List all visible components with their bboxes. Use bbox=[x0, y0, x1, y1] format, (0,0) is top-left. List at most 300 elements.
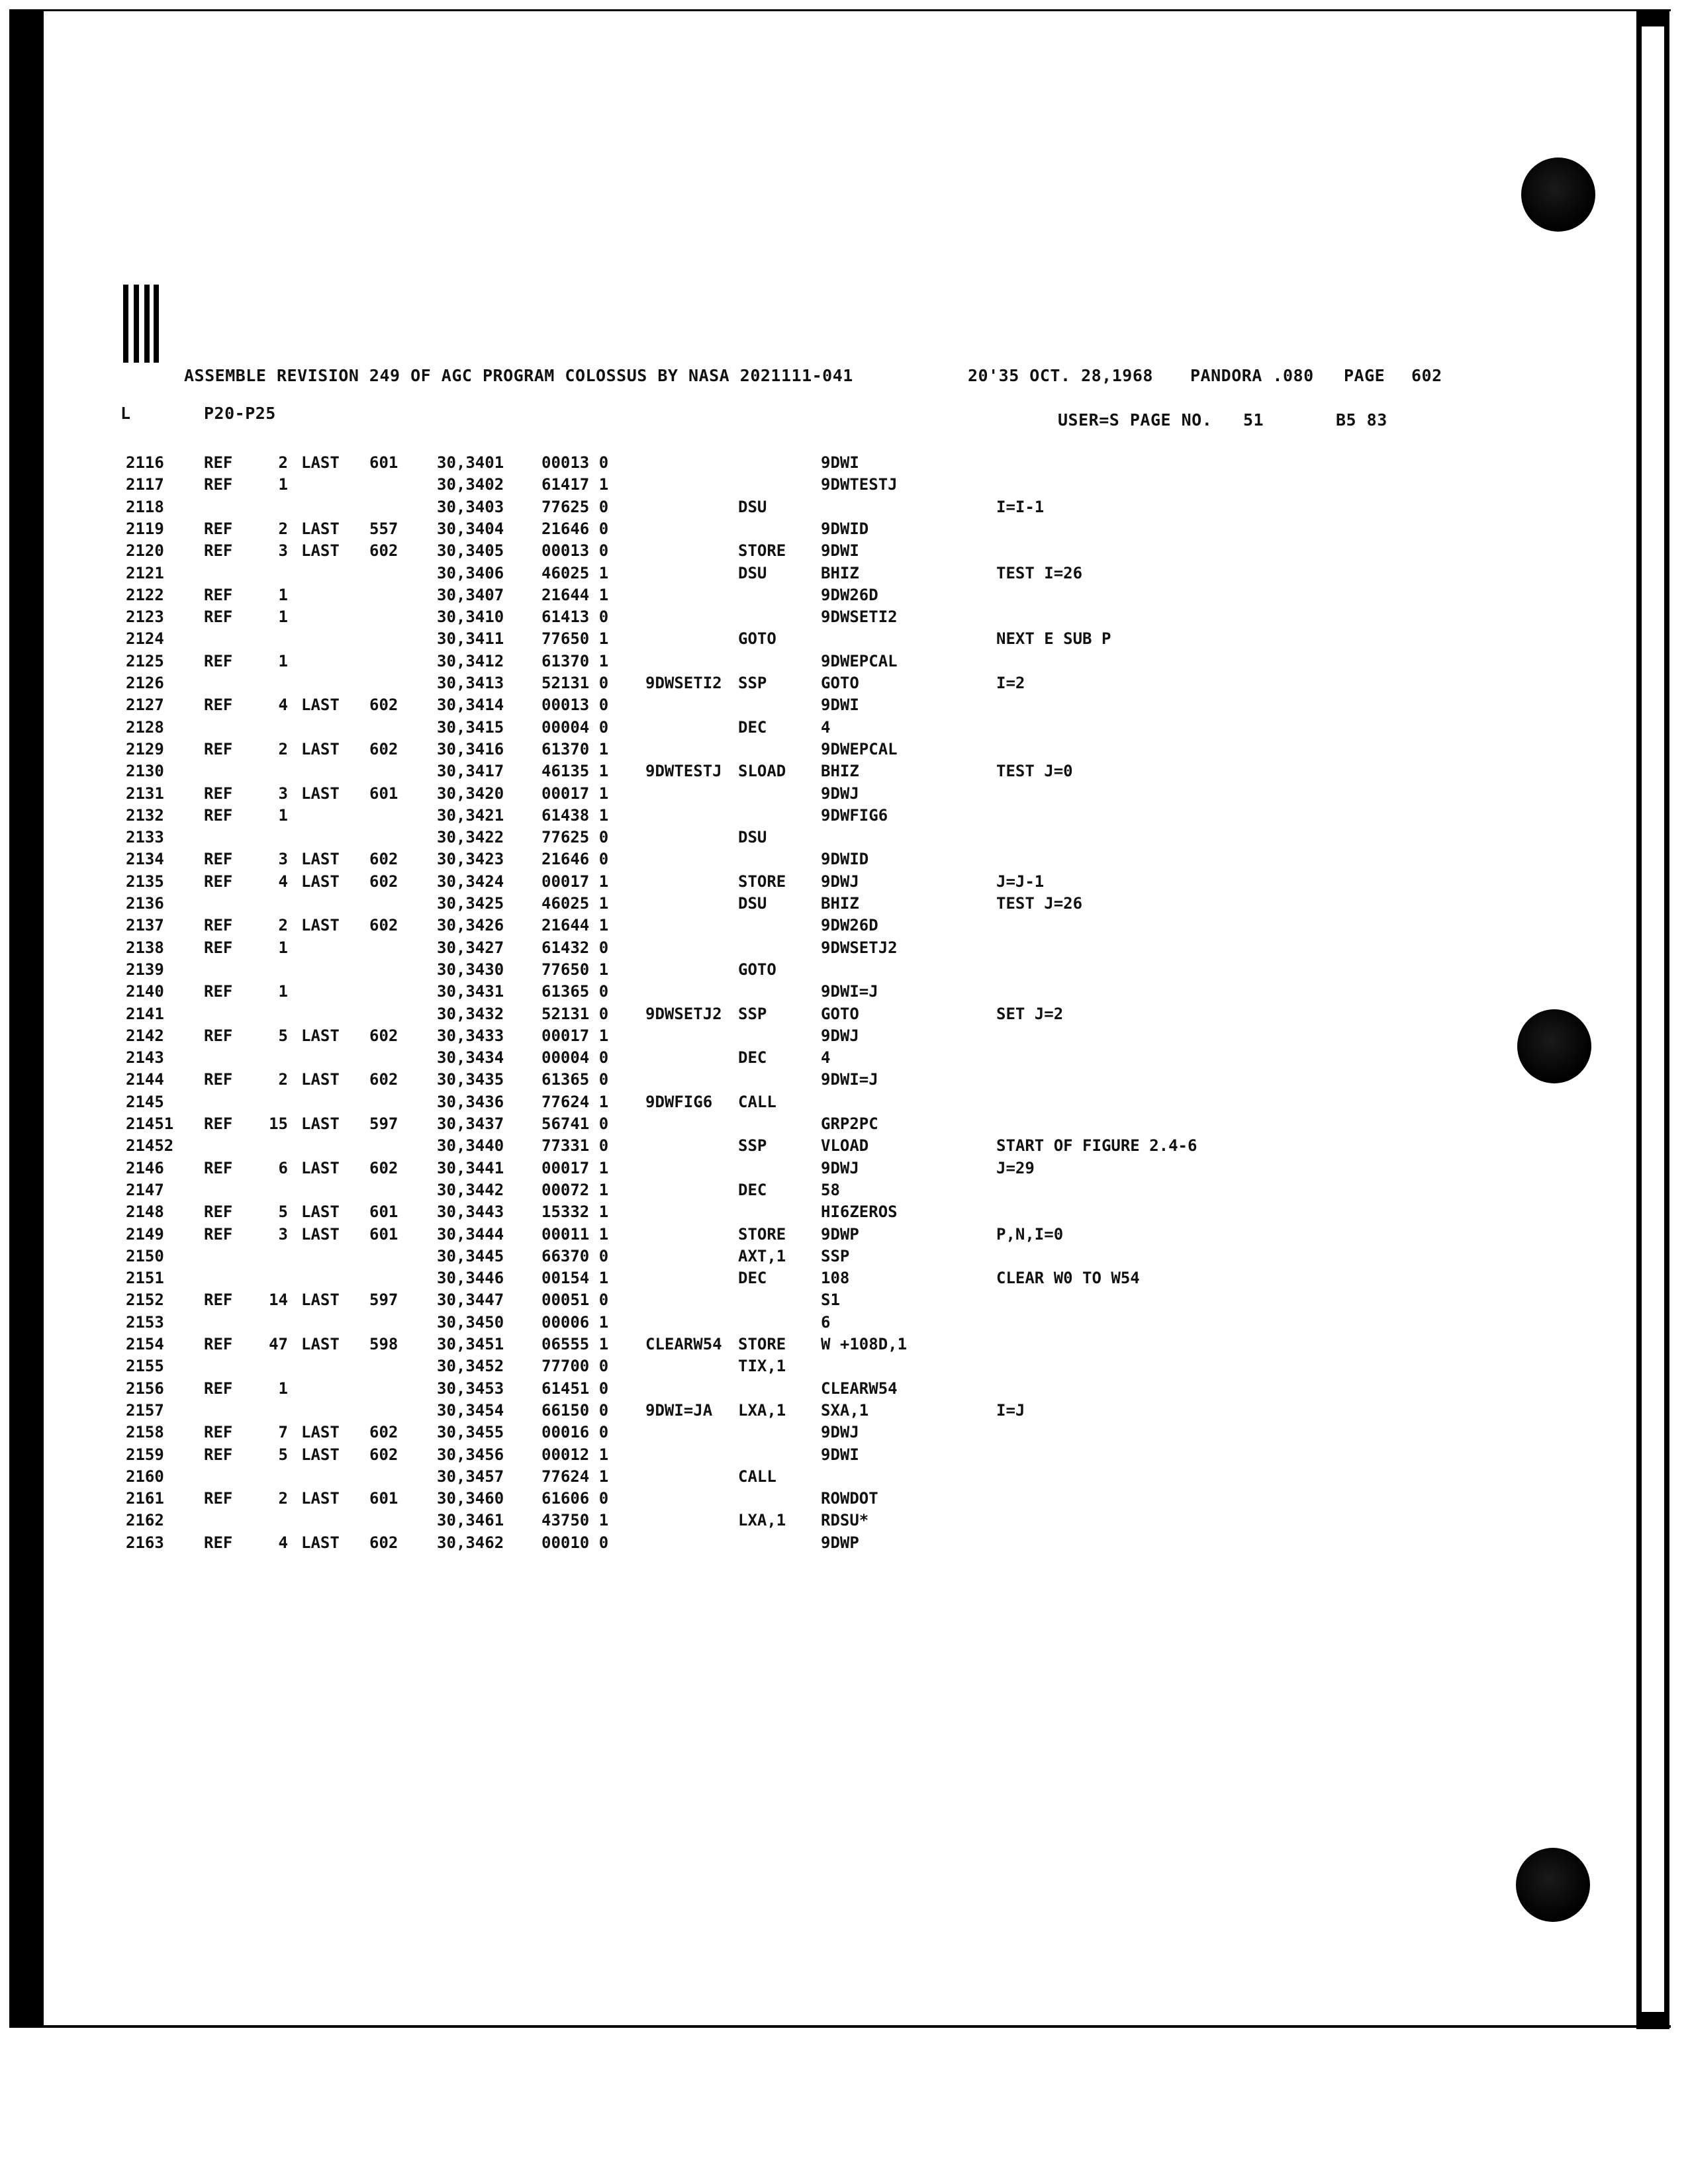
listing-row bbox=[0, 586, 1688, 608]
listing-row bbox=[0, 1511, 1688, 1533]
operand: 9DWI=J bbox=[821, 982, 878, 1001]
operand: 9DWEPCAL bbox=[821, 651, 898, 670]
listing-row bbox=[0, 1379, 1688, 1402]
address: 30,3422 bbox=[437, 828, 504, 847]
address: 30,3434 bbox=[437, 1048, 504, 1068]
comment: TEST J=26 bbox=[996, 894, 1083, 913]
last-page: 602 bbox=[369, 1423, 399, 1442]
line-number: 2145 bbox=[126, 1092, 164, 1111]
operand: BHIZ bbox=[821, 894, 859, 913]
ref-count: 2 bbox=[278, 519, 288, 538]
address: 30,3430 bbox=[437, 960, 504, 979]
punch-hole-bottom bbox=[1516, 1848, 1590, 1922]
operand: 9DWJ bbox=[821, 1158, 859, 1177]
listing-row bbox=[0, 453, 1688, 476]
line-number: 2157 bbox=[126, 1400, 164, 1420]
operand: RDSU* bbox=[821, 1511, 869, 1530]
comment: NEXT E SUB P bbox=[996, 629, 1111, 649]
opcode: LXA,1 bbox=[738, 1511, 786, 1530]
ref-tag: REF bbox=[204, 475, 233, 494]
octal-word: 46135 1 bbox=[541, 762, 609, 781]
octal-word: 00004 0 bbox=[541, 1048, 609, 1068]
listing-row bbox=[0, 1026, 1688, 1049]
address: 30,3411 bbox=[437, 629, 504, 649]
listing-row bbox=[0, 960, 1688, 983]
ref-count: 2 bbox=[278, 453, 288, 472]
ref-tag: REF bbox=[204, 805, 233, 825]
address: 30,3440 bbox=[437, 1136, 504, 1156]
octal-word: 00051 0 bbox=[541, 1291, 609, 1310]
left-mark: L bbox=[120, 404, 131, 423]
tally-mark bbox=[123, 285, 160, 364]
listing-row bbox=[0, 652, 1688, 674]
line-number: 2149 bbox=[126, 1224, 164, 1244]
address: 30,3452 bbox=[437, 1357, 504, 1376]
opcode: SSP bbox=[738, 674, 767, 692]
ref-count: 4 bbox=[278, 696, 288, 715]
line-number: 2117 bbox=[126, 475, 164, 494]
ref-tag: REF bbox=[204, 1489, 233, 1508]
line-number: 2131 bbox=[126, 784, 164, 803]
line-number: 2127 bbox=[126, 696, 164, 715]
ref-count: 1 bbox=[278, 651, 288, 670]
address: 30,3406 bbox=[437, 563, 504, 582]
octal-word: 61413 0 bbox=[541, 608, 609, 627]
address: 30,3447 bbox=[437, 1291, 504, 1310]
last-page: 602 bbox=[369, 1070, 399, 1089]
ref-tag: REF bbox=[204, 696, 233, 715]
last-tag: LAST bbox=[301, 739, 340, 758]
comment: I=2 bbox=[996, 674, 1025, 692]
ref-tag: REF bbox=[204, 1379, 233, 1398]
ref-tag: REF bbox=[204, 982, 233, 1001]
address: 30,3421 bbox=[437, 805, 504, 825]
listing-row bbox=[0, 541, 1688, 564]
ref-tag: REF bbox=[204, 519, 233, 538]
opcode: DEC bbox=[738, 1180, 767, 1199]
ref-tag: REF bbox=[204, 1291, 233, 1310]
last-page: 597 bbox=[369, 1291, 399, 1310]
symbol-label: 9DWTESTJ bbox=[645, 762, 722, 781]
address: 30,3455 bbox=[437, 1423, 504, 1442]
operand: W +108D,1 bbox=[821, 1335, 908, 1353]
comment: J=J-1 bbox=[996, 872, 1045, 891]
octal-word: 21646 0 bbox=[541, 519, 609, 538]
octal-word: 00072 1 bbox=[541, 1180, 609, 1199]
listing-row bbox=[0, 608, 1688, 630]
opcode: DEC bbox=[738, 1048, 767, 1068]
ref-tag: REF bbox=[204, 1533, 233, 1552]
line-number: 2154 bbox=[126, 1335, 164, 1353]
ref-count: 7 bbox=[278, 1423, 288, 1442]
ref-tag: REF bbox=[204, 1224, 233, 1244]
listing-row bbox=[0, 762, 1688, 784]
line-number: 2151 bbox=[126, 1269, 164, 1288]
octal-word: 52131 0 bbox=[541, 1004, 609, 1023]
line-number: 2119 bbox=[126, 519, 164, 538]
address: 30,3420 bbox=[437, 784, 504, 803]
octal-word: 66370 0 bbox=[541, 1246, 609, 1265]
listing-row bbox=[0, 1225, 1688, 1248]
ref-tag: REF bbox=[204, 608, 233, 627]
comment: P,N,I=0 bbox=[996, 1224, 1064, 1244]
listing-row bbox=[0, 1335, 1688, 1357]
address: 30,3423 bbox=[437, 850, 504, 869]
last-page: 601 bbox=[369, 1489, 399, 1508]
operand: VLOAD bbox=[821, 1136, 869, 1156]
last-tag: LAST bbox=[301, 519, 340, 538]
comment: TEST J=0 bbox=[996, 762, 1073, 781]
octal-word: 46025 1 bbox=[541, 894, 609, 913]
line-number: 2163 bbox=[126, 1533, 164, 1552]
listing-row bbox=[0, 1357, 1688, 1379]
last-tag: LAST bbox=[301, 1070, 340, 1089]
octal-word: 00017 1 bbox=[541, 784, 609, 803]
line-number: 2153 bbox=[126, 1312, 164, 1332]
octal-word: 77625 0 bbox=[541, 828, 609, 847]
ref-tag: REF bbox=[204, 585, 233, 604]
octal-word: 43750 1 bbox=[541, 1511, 609, 1530]
address: 30,3451 bbox=[437, 1335, 504, 1353]
listing-row bbox=[0, 696, 1688, 718]
address: 30,3436 bbox=[437, 1092, 504, 1111]
listing-row bbox=[0, 1115, 1688, 1137]
address: 30,3425 bbox=[437, 894, 504, 913]
line-number: 2134 bbox=[126, 850, 164, 869]
address: 30,3435 bbox=[437, 1070, 504, 1089]
ref-tag: REF bbox=[204, 784, 233, 803]
address: 30,3433 bbox=[437, 1026, 504, 1045]
line-number: 2158 bbox=[126, 1423, 164, 1442]
comment: I=J bbox=[996, 1400, 1025, 1420]
address: 30,3414 bbox=[437, 696, 504, 715]
operand: 4 bbox=[821, 717, 831, 737]
listing-row bbox=[0, 872, 1688, 895]
operand: 9DWP bbox=[821, 1224, 859, 1244]
operand: 9DWI bbox=[821, 696, 859, 715]
opcode: CALL bbox=[738, 1467, 776, 1486]
octal-word: 61451 0 bbox=[541, 1379, 609, 1398]
line-number: 2139 bbox=[126, 960, 164, 979]
octal-word: 00011 1 bbox=[541, 1224, 609, 1244]
octal-word: 61370 1 bbox=[541, 651, 609, 670]
address: 30,3431 bbox=[437, 982, 504, 1001]
line-number: 2148 bbox=[126, 1203, 164, 1222]
address: 30,3444 bbox=[437, 1224, 504, 1244]
octal-word: 61365 0 bbox=[541, 1070, 609, 1089]
line-number: 2160 bbox=[126, 1467, 164, 1486]
listing-row bbox=[0, 1070, 1688, 1093]
opcode: SSP bbox=[738, 1004, 767, 1023]
ref-count: 14 bbox=[269, 1291, 288, 1310]
ref-count: 15 bbox=[269, 1115, 288, 1133]
line-number: 2128 bbox=[126, 717, 164, 737]
operand: 9DWI bbox=[821, 541, 859, 561]
punch-hole-top bbox=[1521, 158, 1595, 232]
assemble-header: ASSEMBLE REVISION 249 OF AGC PROGRAM COLOSSUS BY NASA 2021111-041 bbox=[184, 366, 853, 385]
address: 30,3402 bbox=[437, 475, 504, 494]
ref-tag: REF bbox=[204, 1158, 233, 1177]
last-page: 602 bbox=[369, 850, 399, 869]
last-tag: LAST bbox=[301, 1158, 340, 1177]
last-page: 602 bbox=[369, 872, 399, 891]
listing-row bbox=[0, 674, 1688, 696]
octal-word: 06555 1 bbox=[541, 1335, 609, 1353]
octal-word: 00012 1 bbox=[541, 1445, 609, 1464]
listing-row bbox=[0, 1489, 1688, 1512]
listing-row bbox=[0, 1423, 1688, 1445]
listing-row bbox=[0, 828, 1688, 850]
last-tag: LAST bbox=[301, 453, 340, 472]
octal-word: 77700 0 bbox=[541, 1357, 609, 1376]
last-tag: LAST bbox=[301, 784, 340, 803]
address: 30,3443 bbox=[437, 1203, 504, 1222]
last-tag: LAST bbox=[301, 541, 340, 561]
ref-count: 5 bbox=[278, 1203, 288, 1222]
listing-row bbox=[0, 784, 1688, 807]
ref-count: 3 bbox=[278, 541, 288, 561]
line-number: 21452 bbox=[126, 1136, 174, 1156]
octal-word: 00017 1 bbox=[541, 872, 609, 891]
address: 30,3450 bbox=[437, 1312, 504, 1332]
ref-count: 4 bbox=[278, 1533, 288, 1552]
symbol-label: 9DWI=JA bbox=[645, 1400, 713, 1420]
listing-row bbox=[0, 1313, 1688, 1336]
operand: 9DWTESTJ bbox=[821, 475, 898, 494]
octal-word: 00013 0 bbox=[541, 696, 609, 715]
address: 30,3457 bbox=[437, 1467, 504, 1486]
listing-row bbox=[0, 1159, 1688, 1181]
ref-count: 2 bbox=[278, 739, 288, 758]
ref-tag: REF bbox=[204, 453, 233, 472]
ref-count: 1 bbox=[278, 805, 288, 825]
listing-row bbox=[0, 1291, 1688, 1313]
opcode: STORE bbox=[738, 541, 786, 561]
opcode: DSU bbox=[738, 828, 767, 847]
ref-tag: REF bbox=[204, 1335, 233, 1353]
address: 30,3415 bbox=[437, 717, 504, 737]
last-tag: LAST bbox=[301, 1489, 340, 1508]
octal-word: 77625 0 bbox=[541, 497, 609, 516]
ref-count: 2 bbox=[278, 1489, 288, 1508]
octal-word: 77624 1 bbox=[541, 1467, 609, 1486]
sheet-mark: B5 83 bbox=[1336, 410, 1387, 430]
last-tag: LAST bbox=[301, 1115, 340, 1133]
opcode: AXT,1 bbox=[738, 1246, 786, 1265]
address: 30,3401 bbox=[437, 453, 504, 472]
ref-tag: REF bbox=[204, 1026, 233, 1045]
address: 30,3424 bbox=[437, 872, 504, 891]
line-number: 2156 bbox=[126, 1379, 164, 1398]
comment: I=I-1 bbox=[996, 497, 1045, 516]
line-number: 2120 bbox=[126, 541, 164, 561]
page-number: 602 bbox=[1411, 366, 1442, 385]
operand: 9DWSETI2 bbox=[821, 608, 898, 627]
address: 30,3432 bbox=[437, 1004, 504, 1023]
last-page: 602 bbox=[369, 1026, 399, 1045]
listing-row bbox=[0, 894, 1688, 917]
line-number: 2125 bbox=[126, 651, 164, 670]
user-page-number: 51 bbox=[1243, 410, 1264, 430]
ref-tag: REF bbox=[204, 872, 233, 891]
last-page: 602 bbox=[369, 916, 399, 935]
last-page: 602 bbox=[369, 739, 399, 758]
operand: 9DWID bbox=[821, 850, 869, 869]
listing-row bbox=[0, 850, 1688, 872]
listing-row bbox=[0, 1467, 1688, 1490]
address: 30,3442 bbox=[437, 1180, 504, 1199]
listing-row bbox=[0, 718, 1688, 741]
last-tag: LAST bbox=[301, 1291, 340, 1310]
comment: J=29 bbox=[996, 1158, 1035, 1177]
octal-word: 00013 0 bbox=[541, 541, 609, 561]
ref-tag: REF bbox=[204, 541, 233, 561]
user-page-label: USER=S PAGE NO. bbox=[1058, 410, 1213, 430]
operand: 9DWI bbox=[821, 453, 859, 472]
symbol-label: 9DWSETJ2 bbox=[645, 1004, 722, 1023]
opcode: STORE bbox=[738, 872, 786, 891]
octal-word: 61370 1 bbox=[541, 739, 609, 758]
symbol-label: 9DWFIG6 bbox=[645, 1092, 713, 1111]
operand: 58 bbox=[821, 1180, 840, 1199]
listing-row bbox=[0, 1401, 1688, 1424]
octal-word: 61438 1 bbox=[541, 805, 609, 825]
listing-row bbox=[0, 1005, 1688, 1027]
line-number: 2138 bbox=[126, 938, 164, 957]
opcode: LXA,1 bbox=[738, 1400, 786, 1420]
last-page: 602 bbox=[369, 1445, 399, 1464]
operand: GRP2PC bbox=[821, 1115, 878, 1133]
line-number: 2161 bbox=[126, 1489, 164, 1508]
opcode: DSU bbox=[738, 497, 767, 516]
last-page: 601 bbox=[369, 1203, 399, 1222]
line-number: 2116 bbox=[126, 453, 164, 472]
octal-word: 21644 1 bbox=[541, 585, 609, 604]
line-number: 2136 bbox=[126, 894, 164, 913]
line-number: 21451 bbox=[126, 1115, 174, 1133]
ref-count: 1 bbox=[278, 585, 288, 604]
ref-count: 2 bbox=[278, 1070, 288, 1089]
last-page: 601 bbox=[369, 453, 399, 472]
operand: BHIZ bbox=[821, 563, 859, 582]
address: 30,3462 bbox=[437, 1533, 504, 1552]
comment: START OF FIGURE 2.4-6 bbox=[996, 1136, 1197, 1156]
listing-row bbox=[0, 982, 1688, 1005]
address: 30,3427 bbox=[437, 938, 504, 957]
line-number: 2142 bbox=[126, 1026, 164, 1045]
ref-count: 1 bbox=[278, 608, 288, 627]
ref-count: 1 bbox=[278, 475, 288, 494]
last-tag: LAST bbox=[301, 850, 340, 869]
symbol-label: 9DWSETI2 bbox=[645, 674, 722, 692]
ref-tag: REF bbox=[204, 1115, 233, 1133]
last-tag: LAST bbox=[301, 916, 340, 935]
last-page: 597 bbox=[369, 1115, 399, 1133]
line-number: 2162 bbox=[126, 1511, 164, 1530]
last-tag: LAST bbox=[301, 1533, 340, 1552]
line-number: 2152 bbox=[126, 1291, 164, 1310]
listing-row bbox=[0, 629, 1688, 652]
octal-word: 66150 0 bbox=[541, 1400, 609, 1420]
last-tag: LAST bbox=[301, 696, 340, 715]
operand: GOTO bbox=[821, 674, 859, 692]
line-number: 2146 bbox=[126, 1158, 164, 1177]
ref-tag: REF bbox=[204, 1070, 233, 1089]
octal-word: 00017 1 bbox=[541, 1158, 609, 1177]
address: 30,3426 bbox=[437, 916, 504, 935]
comment: TEST I=26 bbox=[996, 563, 1083, 582]
line-number: 2124 bbox=[126, 629, 164, 649]
operand: CLEARW54 bbox=[821, 1379, 898, 1398]
ref-count: 1 bbox=[278, 938, 288, 957]
line-number: 2147 bbox=[126, 1180, 164, 1199]
address: 30,3412 bbox=[437, 651, 504, 670]
ref-count: 1 bbox=[278, 982, 288, 1001]
listing-row bbox=[0, 1136, 1688, 1159]
line-number: 2137 bbox=[126, 916, 164, 935]
operand: BHIZ bbox=[821, 762, 859, 781]
ref-count: 4 bbox=[278, 872, 288, 891]
octal-word: 15332 1 bbox=[541, 1203, 609, 1222]
comment: CLEAR W0 TO W54 bbox=[996, 1269, 1140, 1288]
listing-row bbox=[0, 1269, 1688, 1291]
octal-word: 77331 0 bbox=[541, 1136, 609, 1156]
listing-row bbox=[0, 1445, 1688, 1468]
address: 30,3446 bbox=[437, 1269, 504, 1288]
address: 30,3404 bbox=[437, 519, 504, 538]
line-number: 2130 bbox=[126, 762, 164, 781]
opcode: DEC bbox=[738, 717, 767, 737]
address: 30,3407 bbox=[437, 585, 504, 604]
address: 30,3413 bbox=[437, 674, 504, 692]
address: 30,3445 bbox=[437, 1246, 504, 1265]
ref-count: 47 bbox=[269, 1335, 288, 1353]
ref-tag: REF bbox=[204, 938, 233, 957]
ref-count: 2 bbox=[278, 916, 288, 935]
operand: 9DWID bbox=[821, 519, 869, 538]
symbol-label: CLEARW54 bbox=[645, 1335, 722, 1353]
address: 30,3410 bbox=[437, 608, 504, 627]
operand: 6 bbox=[821, 1312, 831, 1332]
line-number: 2129 bbox=[126, 739, 164, 758]
line-number: 2150 bbox=[126, 1246, 164, 1265]
section-label: P20-P25 bbox=[204, 404, 276, 423]
address: 30,3454 bbox=[437, 1400, 504, 1420]
octal-word: 77650 1 bbox=[541, 960, 609, 979]
ref-tag: REF bbox=[204, 739, 233, 758]
page-label: PAGE bbox=[1344, 366, 1385, 385]
operand: 9DWP bbox=[821, 1533, 859, 1552]
octal-word: 77650 1 bbox=[541, 629, 609, 649]
last-tag: LAST bbox=[301, 1026, 340, 1045]
opcode: STORE bbox=[738, 1224, 786, 1244]
operand: SSP bbox=[821, 1246, 850, 1265]
octal-word: 00004 0 bbox=[541, 717, 609, 737]
ref-tag: REF bbox=[204, 651, 233, 670]
last-tag: LAST bbox=[301, 872, 340, 891]
last-page: 598 bbox=[369, 1335, 399, 1353]
octal-word: 00010 0 bbox=[541, 1533, 609, 1552]
octal-word: 77624 1 bbox=[541, 1092, 609, 1111]
line-number: 2132 bbox=[126, 805, 164, 825]
octal-word: 61417 1 bbox=[541, 475, 609, 494]
address: 30,3460 bbox=[437, 1489, 504, 1508]
line-number: 2140 bbox=[126, 982, 164, 1001]
operand: 9DW26D bbox=[821, 916, 878, 935]
last-page: 557 bbox=[369, 519, 399, 538]
ref-tag: REF bbox=[204, 1423, 233, 1442]
opcode: DSU bbox=[738, 894, 767, 913]
